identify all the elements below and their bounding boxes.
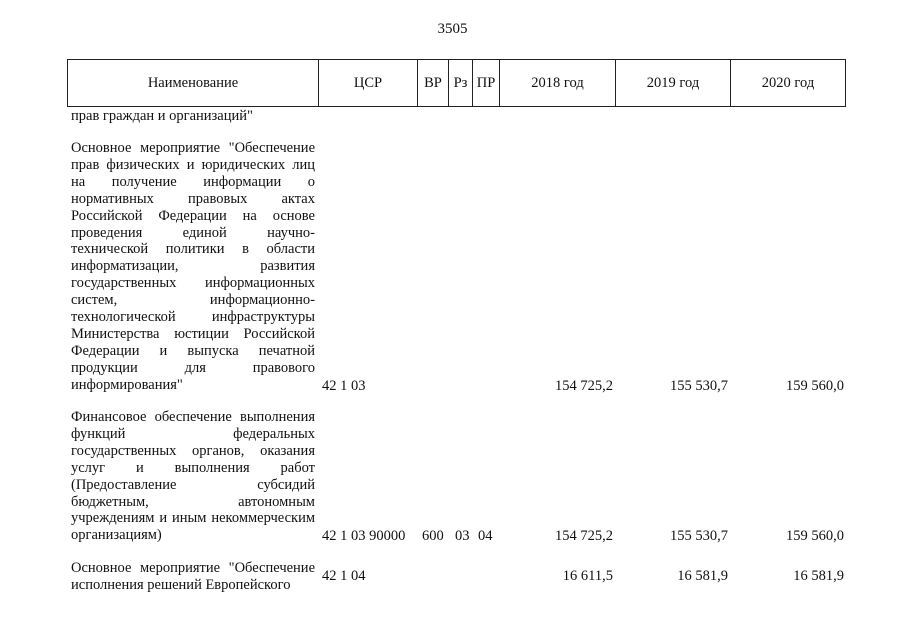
row-csr: 42 1 03 90000: [322, 528, 406, 544]
row-value-2020: 159 560,0: [786, 378, 844, 394]
row-value-2020: 16 581,9: [793, 568, 844, 584]
page-number: 3505: [437, 21, 468, 37]
header-2019: 2019 год: [616, 60, 731, 106]
header-pr: ПР: [473, 60, 500, 106]
table-header: [67, 59, 846, 107]
row-value-2018: 154 725,2: [555, 378, 613, 394]
header-rz: Рз: [449, 60, 473, 106]
row-name: Основное мероприятие "Обеспечение прав физических и юридических лиц на получение информации о нормативных правовых актах Российской Федерации на основе проведения единой научно-технической политики в области информатизации, развития государственных информационных систем, информационно-технологической инфраструктуры Министерства юстиции Российской Федерации и выпуска печатной продукции для правового информирования": [71, 140, 315, 393]
row-value-2020: 159 560,0: [786, 528, 844, 544]
row-name: Основное мероприятие "Обеспечение исполнения решений Европейского: [71, 560, 315, 593]
header-2018: 2018 год: [500, 60, 616, 106]
row-value-2018: 154 725,2: [555, 528, 613, 544]
header-2020: 2020 год: [761, 75, 815, 91]
row-csr: 42 1 04: [322, 568, 366, 584]
row-value-2018: 16 611,5: [562, 568, 613, 584]
row-name: Финансовое обеспечение выполнения функций федеральных государственных органов, оказания услуг и выполнения работ (Предоставление субсидий бюджетным, автономным учреждениям и иным некоммерческим организациям): [71, 409, 315, 544]
row-value-2019: 16 581,9: [677, 568, 728, 584]
row-value-2019: 155 530,7: [670, 528, 728, 544]
header-csr: ЦСР: [319, 60, 418, 106]
row-value-2019: 155 530,7: [670, 378, 728, 394]
row-rz: 03: [455, 528, 470, 544]
row-vr: 600: [422, 528, 444, 544]
row-csr: 42 1 03: [322, 378, 366, 394]
row-pr: 04: [478, 528, 493, 544]
header-vr: ВР: [418, 60, 449, 106]
header-name: Наименование: [68, 60, 319, 106]
row-name: прав граждан и организаций": [71, 108, 253, 124]
